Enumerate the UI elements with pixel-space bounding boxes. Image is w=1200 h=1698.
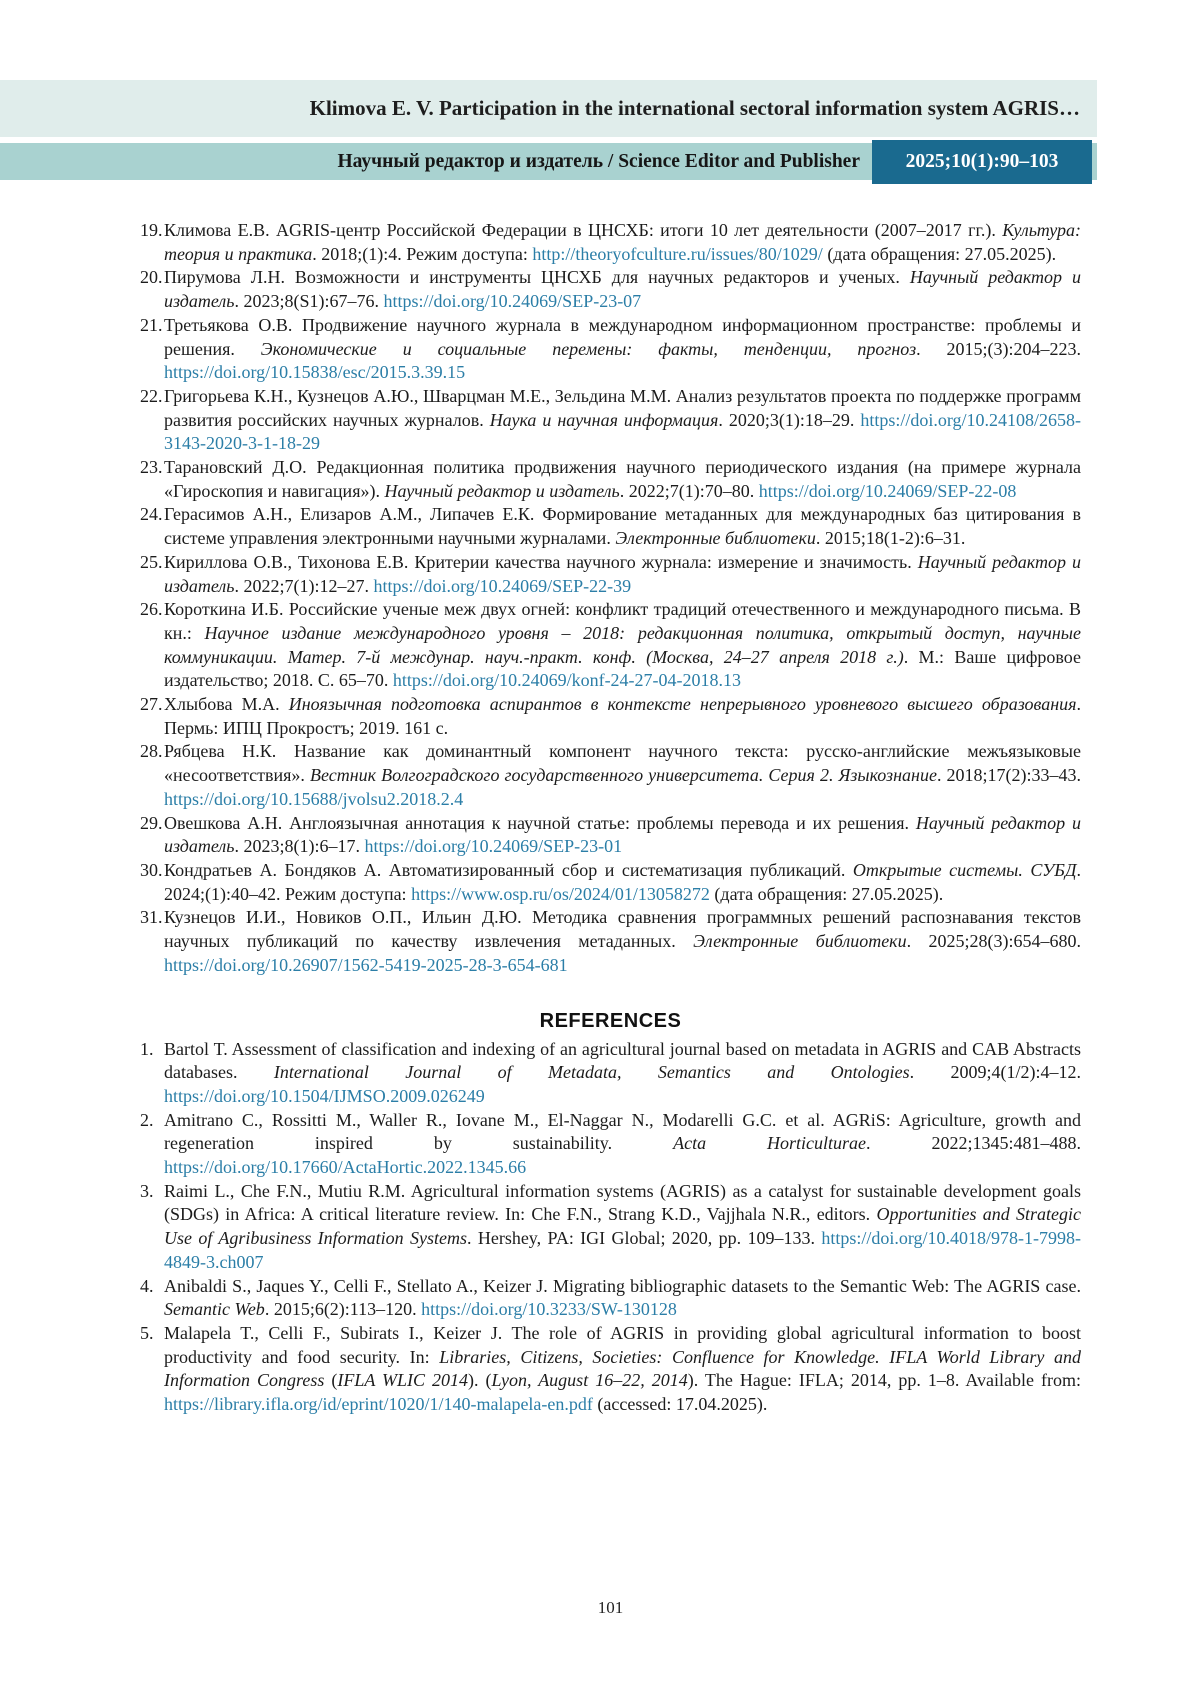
- reference-number: 5.: [140, 1322, 154, 1343]
- reference-number: 19.: [140, 220, 163, 240]
- reference-list-russian: [140, 219, 1081, 978]
- reference-source-title: Вестник Волгоградского государственного университета. Серия 2. Языкознание: [310, 765, 937, 786]
- reference-text: Anibaldi S., Jaques Y., Celli F., Stellato A., Keizer J. Migrating bibliographic datasets to the Semantic Web: The AGRIS case.: [164, 1275, 1081, 1296]
- reference-text: ). The Hague: IFLA; 2014, pp. 1–8. Available from:: [687, 1370, 1081, 1391]
- reference-url-link[interactable]: https://doi.org/10.4018/978-1-7998-4849-3.ch007: [164, 1228, 1081, 1272]
- reference-number: 31.: [140, 907, 163, 928]
- reference-item: [140, 385, 1081, 456]
- reference-item: [140, 503, 1081, 550]
- reference-list-english: [140, 1038, 1081, 1417]
- reference-item: [140, 1322, 1081, 1417]
- reference-number: 23.: [140, 457, 163, 478]
- reference-text: Кондратьев А. Бондяков А. Автоматизированный сбор и систематизация публикаций.: [164, 859, 853, 880]
- reference-text: Короткина И.Б. Российские ученые меж двух огней: конфликт традиций отечественного и международного письма. В кн.:: [164, 599, 1081, 643]
- reference-number: 20.: [140, 267, 163, 288]
- reference-number: 25.: [140, 551, 163, 572]
- reference-text: (дата обращения: 27.05.2025).: [822, 243, 1057, 264]
- reference-item: [140, 1275, 1081, 1322]
- reference-item: [140, 598, 1081, 693]
- reference-item: [140, 1038, 1081, 1109]
- reference-url-link[interactable]: https://doi.org/10.24069/SEP-22-39: [373, 575, 632, 596]
- reference-item: [140, 859, 1081, 906]
- reference-text: . 2018;(1):4. Режим доступа:: [312, 243, 533, 264]
- reference-item: [140, 906, 1081, 977]
- reference-number: 28.: [140, 741, 163, 762]
- reference-source-title: Научный редактор и издатель: [164, 551, 1081, 596]
- reference-number: 24.: [140, 504, 163, 525]
- reference-url-link[interactable]: https://doi.org/10.15688/jvolsu2.2018.2.4: [164, 788, 464, 809]
- reference-text: Григорьева К.Н., Кузнецов А.Ю., Шварцман М.Е., Зельдина М.М. Анализ результатов проекта по поддержке программ развития российских научных журналов.: [164, 385, 1081, 430]
- reference-url-link[interactable]: https://doi.org/10.24069/SEP-23-07: [383, 291, 642, 312]
- reference-text: ). (: [468, 1370, 492, 1391]
- reference-source-title: Opportunities and Strategic Use of Agribusiness Information Systems: [164, 1204, 1081, 1249]
- references-heading: REFERENCES: [539, 1009, 682, 1032]
- reference-number: 4.: [140, 1275, 154, 1296]
- reference-number: 2.: [140, 1109, 154, 1130]
- page-number: 101: [597, 1598, 624, 1617]
- reference-source-title: Lyon, August 16–22, 2014: [491, 1370, 688, 1391]
- reference-url-link[interactable]: https://library.ifla.org/id/eprint/1020/1/140-malapela-en.pdf: [164, 1394, 593, 1415]
- reference-text: . 2022;7(1):70–80.: [619, 480, 759, 501]
- reference-item: [140, 266, 1081, 313]
- reference-text: . 2022;7(1):12–27.: [234, 575, 374, 596]
- reference-number: 29.: [140, 812, 163, 833]
- reference-text: . 2024;(1):40–42. Режим доступа:: [164, 859, 1081, 904]
- reference-source-title: Электронные библиотеки: [693, 931, 907, 952]
- reference-text: . 2023;8(S1):67–76.: [234, 291, 384, 312]
- reference-item: [140, 1109, 1081, 1180]
- reference-text: . 2015;6(2):113–120.: [264, 1299, 422, 1320]
- reference-url-link[interactable]: https://doi.org/10.1504/IJMSO.2009.026249: [164, 1085, 485, 1106]
- reference-text: Климова Е.В. AGRIS-центр Российской Федерации в ЦНСХБ: итоги 10 лет деятельности (2007–2017 гг.).: [164, 220, 1003, 240]
- reference-source-title: Наука и научная информация: [489, 409, 719, 430]
- reference-url-link[interactable]: https://doi.org/10.17660/ActaHortic.2022.1345.66: [164, 1157, 527, 1178]
- reference-source-title: Экономические и социальные перемены: факты, тенденции, прогноз: [260, 338, 917, 359]
- reference-url-link[interactable]: https://doi.org/10.24108/2658-3143-2020-3-1-18-29: [164, 409, 1081, 454]
- reference-text: . Hershey, PA: IGI Global; 2020, pp. 109–133.: [467, 1228, 822, 1249]
- reference-number: 21.: [140, 314, 163, 335]
- reference-url-link[interactable]: https://doi.org/10.24069/konf-24-27-04-2018.13: [392, 670, 742, 691]
- reference-text: Кузнецов И.И., Новиков О.П., Ильин Д.Ю. Методика сравнения программных решений распознавания текстов научных публикаций по качеству извлечения метаданных.: [164, 907, 1081, 952]
- references-section: [140, 219, 1081, 1417]
- citation-badge: 2025;10(1):90–103: [872, 140, 1092, 184]
- reference-text: . 2015;18(1-2):6–31.: [815, 528, 966, 549]
- reference-text: Amitrano C., Rossitti M., Waller R., Iovane M., El-Naggar N., Modarelli G.C. et al. AGRiS: Agriculture, growth and regeneration inspired by sustainability.: [164, 1109, 1081, 1154]
- reference-url-link[interactable]: https://www.osp.ru/os/2024/01/13058272: [411, 883, 710, 904]
- reference-text: Raimi L., Che F.N., Mutiu R.M. Agricultural information systems (AGRIS) as a catalyst for sustainable development goals (SDGs) in Africa: A critical literature review. In: Che F.N., Strang K.D., Vajjhala N.R., editors.: [164, 1180, 1081, 1225]
- reference-text: Bartol T. Assessment of classification and indexing of an agricultural journal based on metadata in AGRIS and CAB Abstracts databases.: [164, 1038, 1081, 1083]
- reference-text: Герасимов А.Н., Елизаров А.М., Липачев Е.К. Формирование метаданных для международных баз цитирования в системе управления электронными научными журналами.: [164, 504, 1081, 549]
- reference-text: . 2018;17(2):33–43.: [936, 765, 1081, 786]
- reference-text: Тарановский Д.О. Редакционная политика продвижения научного периодического издания (на примере журнала «Гироскопия и навигация»).: [164, 457, 1081, 501]
- reference-source-title: Открытые системы. СУБД: [852, 859, 1077, 880]
- reference-url-link[interactable]: https://doi.org/10.3233/SW-130128: [421, 1299, 677, 1320]
- reference-text: . Пермь: ИПЦ Прокростъ; 2019. 161 с.: [164, 694, 1081, 738]
- journal-title: Научный редактор и издатель / Science Editor and Publisher: [337, 150, 860, 172]
- reference-text: Malapela T., Celli F., Subirats I., Keizer J. The role of AGRIS in providing global agricultural information to boost productivity and food security. In:: [164, 1322, 1081, 1367]
- reference-item: [140, 693, 1081, 740]
- reference-text: . 2015;(3):204–223.: [916, 338, 1081, 359]
- reference-text: . 2025;28(3):654–680.: [906, 931, 1081, 952]
- reference-url-link[interactable]: http://theoryofculture.ru/issues/80/1029/: [532, 243, 823, 264]
- reference-text: Пирумова Л.Н. Возможности и инструменты ЦНСХБ для научных редакторов и ученых.: [164, 267, 910, 288]
- reference-text: . 2023;8(1):6–17.: [234, 836, 365, 857]
- reference-url-link[interactable]: https://doi.org/10.15838/esc/2015.3.39.15: [164, 362, 466, 383]
- reference-source-title: Научный редактор и издатель: [164, 267, 1081, 312]
- reference-item: [140, 740, 1081, 811]
- reference-item: [140, 219, 1081, 266]
- reference-source-title: Научный редактор и издатель: [384, 480, 620, 501]
- reference-item: [140, 314, 1081, 385]
- reference-source-title: Культура: теория и практика: [164, 220, 1081, 264]
- reference-source-title: Acta Horticulturae: [673, 1133, 867, 1154]
- reference-number: 30.: [140, 859, 163, 880]
- reference-text: (: [324, 1370, 338, 1391]
- reference-text: . 2020;3(1):18–29.: [718, 409, 861, 430]
- reference-source-title: Иноязычная подготовка аспирантов в контексте непрерывного уровневого высшего образования: [288, 694, 1077, 715]
- reference-text: Рябцева Н.К. Название как доминантный компонент научного текста: русско-английские межъязыковые «несоответствия».: [164, 741, 1081, 786]
- reference-text: (accessed: 17.04.2025).: [592, 1394, 768, 1415]
- reference-item: [140, 1180, 1081, 1275]
- reference-item: [140, 551, 1081, 598]
- reference-number: 3.: [140, 1180, 154, 1201]
- reference-item: [140, 456, 1081, 503]
- reference-text: Овешкова А.Н. Англоязычная аннотация к научной статье: проблемы перевода и их решения.: [164, 812, 916, 833]
- reference-number: 1.: [140, 1038, 154, 1059]
- reference-url-link[interactable]: https://doi.org/10.24069/SEP-23-01: [364, 836, 623, 857]
- reference-source-title: IFLA WLIC 2014: [337, 1370, 469, 1391]
- reference-text: Кириллова О.В., Тихонова Е.В. Критерии качества научного журнала: измерение и значимость.: [164, 551, 918, 572]
- reference-number: 27.: [140, 694, 163, 715]
- reference-number: 26.: [140, 599, 163, 620]
- reference-item: [140, 812, 1081, 859]
- reference-text: . 2022;1345:481–488.: [866, 1133, 1081, 1154]
- reference-text: (дата обращения: 27.05.2025).: [709, 883, 944, 904]
- reference-source-title: Научное издание международного уровня – 2018: редакционная политика, открытый доступ, научные коммуникации. Матер. 7-й междунар. науч.-практ. конф. (Москва, 24–27 апреля 2018 г.): [164, 622, 1081, 667]
- reference-number: 22.: [140, 385, 163, 406]
- reference-source-title: Электронные библиотеки: [615, 528, 816, 549]
- reference-source-title: Semantic Web: [164, 1299, 265, 1320]
- reference-url-link[interactable]: https://doi.org/10.24069/SEP-22-08: [758, 480, 1017, 501]
- reference-source-title: Научный редактор и издатель: [164, 812, 1081, 857]
- running-head-title: Klimova E. V. Participation in the international sectoral information system AGRIS…: [309, 96, 1080, 120]
- reference-text: Третьякова О.В. Продвижение научного журнала в международном информационном пространстве: проблемы и решения.: [164, 314, 1081, 359]
- reference-text: Хлыбова М.А.: [164, 694, 289, 715]
- reference-source-title: International Journal of Metadata, Semantics and Ontologies: [273, 1062, 910, 1083]
- reference-text: . 2009;4(1/2):4–12.: [909, 1062, 1081, 1083]
- running-head-band: [0, 80, 1097, 137]
- reference-source-title: Libraries, Citizens, Societies: Confluence for Knowledge. IFLA World Library and Information Congress: [164, 1346, 1081, 1391]
- reference-url-link[interactable]: https://doi.org/10.26907/1562-5419-2025-28-3-654-681: [164, 954, 568, 975]
- reference-text: . М.: Ваше цифровое издательство; 2018. С. 65–70.: [164, 646, 1081, 691]
